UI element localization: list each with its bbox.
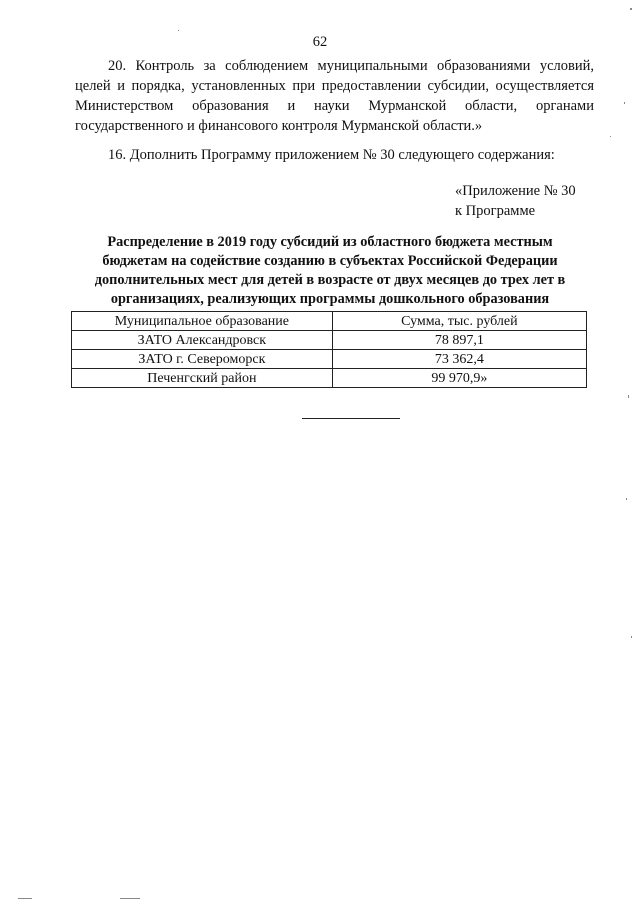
paragraph-20-line: государственного и финансового контроля Мурманской области.» [75,118,483,134]
scan-speck [610,136,611,137]
column-header-municipality: Муниципальное образование [72,312,333,331]
subsidies-table [71,311,587,388]
scan-speck [178,30,179,31]
table-title-line: дополнительных мест для детей в возрасте от двух месяцев до трех лет в [94,272,566,288]
scan-speck [18,898,32,899]
table-row [72,331,587,350]
table-row [72,350,587,369]
scan-speck [626,498,627,500]
municipality-cell: Печенгский район [72,369,333,388]
municipality-cell: ЗАТО г. Североморск [72,350,333,369]
amount-cell: 99 970,9» [332,369,586,388]
paragraph-20-line: Министерством образования и науки Мурманской области, органами [75,98,594,114]
scan-speck [120,898,140,899]
amount-cell: 78 897,1 [332,331,586,350]
table-title-line: организациях, реализующих программы дошкольного образования [110,291,550,307]
table-title-line: Распределение в 2019 году субсидий из областного бюджета местным [107,234,553,250]
column-header-amount: Сумма, тыс. рублей [332,312,586,331]
paragraph-16: 16. Дополнить Программу приложением № 30 следующего содержания: [108,147,555,163]
appendix-reference-line: к Программе [455,203,536,219]
paragraph-20-line: целей и порядка, установленных при предоставлении субсидии, осуществляется [75,78,594,94]
scan-speck [624,102,625,104]
table-row [72,369,587,388]
scan-speck [630,8,632,10]
page-number: 62 [312,34,328,50]
appendix-reference [455,181,576,221]
paragraph-20 [75,56,594,136]
municipality-cell: ЗАТО Александровск [72,331,333,350]
table-title [70,233,590,309]
table-title-line: бюджетам на содействие созданию в субъектах Российской Федерации [102,253,558,269]
scan-speck [631,636,632,638]
table-header-row [72,312,587,331]
paragraph-20-line: 20. Контроль за соблюдением муниципальными образованиями условий, [108,58,594,74]
closing-divider [302,418,400,419]
amount-cell: 73 362,4 [332,350,586,369]
scan-speck [628,395,629,398]
appendix-reference-line: «Приложение № 30 [455,183,576,199]
